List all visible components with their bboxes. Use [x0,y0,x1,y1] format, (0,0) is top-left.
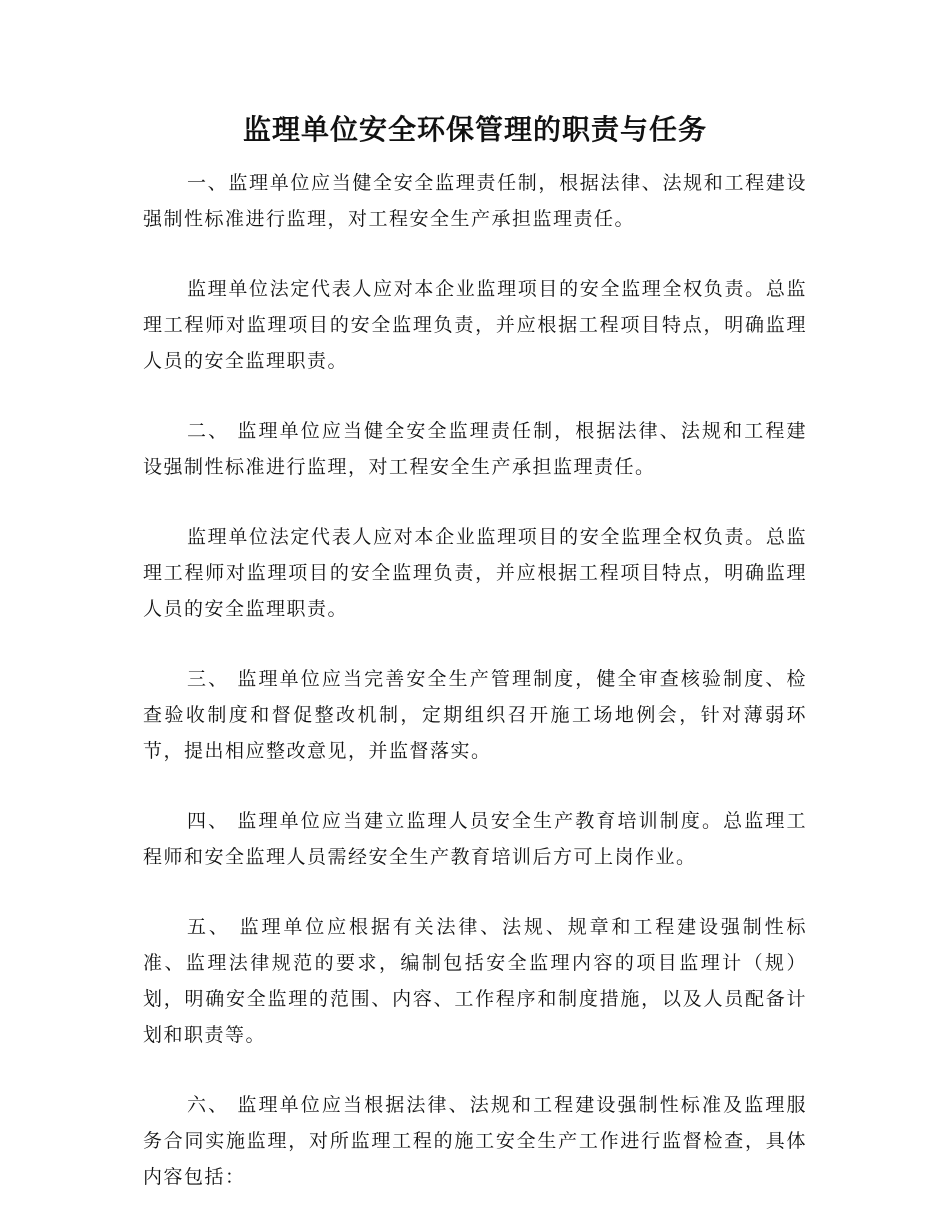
document-body [143,165,807,1229]
paragraph-5: 三、 监理单位应当完善安全生产管理制度，健全审查核验制度、检查验收制度和督促整改机制，定期组织召开施工场地例会，针对薄弱环节，提出相应整改意见，并监督落实。 [143,668,807,762]
paragraph-3: 二、 监理单位应当健全安全监理责任制，根据法律、法规和工程建设强制性标准进行监理，对工程安全生产承担监理责任。 [143,420,807,478]
paragraph-1: 一、监理单位应当健全安全监理责任制，根据法律、法规和工程建设强制性标准进行监理，对工程安全生产承担监理责任。 [143,172,807,230]
document-title: 监理单位安全环保管理的职责与任务 [242,113,707,146]
paragraph-4: 监理单位法定代表人应对本企业监理项目的安全监理全权负责。总监理工程师对监理项目的安全监理负责，并应根据工程项目特点，明确监理人员的安全监理职责。 [143,526,807,620]
paragraph-2: 监理单位法定代表人应对本企业监理项目的安全监理全权负责。总监理工程师对监理项目的安全监理负责，并应根据工程项目特点，明确监理人员的安全监理职责。 [143,278,807,372]
paragraph-8: 六、 监理单位应当根据法律、法规和工程建设强制性标准及监理服务合同实施监理，对所监理工程的施工安全生产工作进行监督检查，具体内容包括： [143,1094,807,1188]
paragraph-6: 四、 监理单位应当建立监理人员安全生产教育培训制度。总监理工程师和安全监理人员需经安全生产教育培训后方可上岗作业。 [143,810,807,868]
paragraph-7: 五、 监理单位应根据有关法律、法规、规章和工程建设强制性标准、监理法律规范的要求，编制包括安全监理内容的项目监理计（规）划，明确安全监理的范围、内容、工作程序和制度措施，以及人员配备计划和职责等。 [143,916,807,1046]
